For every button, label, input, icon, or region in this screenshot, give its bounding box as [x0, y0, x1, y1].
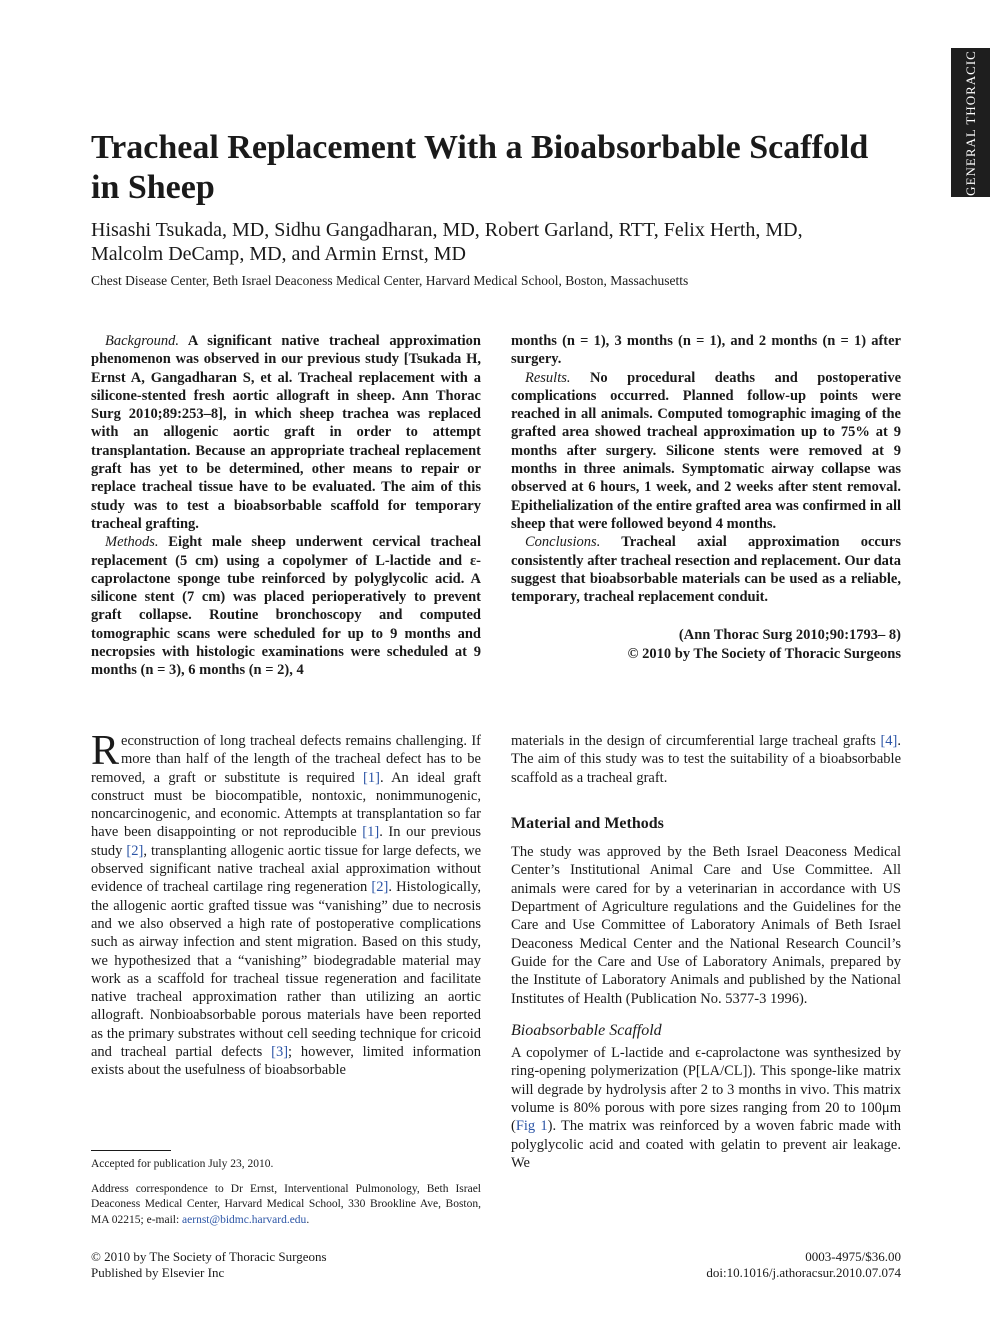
intro-paragraph-continued [511, 732, 901, 787]
author-name: Armin Ernst [324, 243, 424, 265]
author-name: Felix Herth [663, 219, 756, 241]
abstract-conclusions [511, 533, 901, 606]
footnote-divider [91, 1150, 171, 1151]
footer-issn: 0003-4975/$36.00 [805, 1249, 901, 1264]
citation-text: (Ann Thorac Surg 2010;90:1793– 8) [678, 627, 901, 644]
author-name: Malcolm DeCamp [91, 243, 240, 265]
body-text: , transplanting allogenic aortic tissue for large defects, we observed significant native tracheal axial approximation without evidence of tracheal cartilage ring regeneration [91, 842, 481, 896]
figure-link[interactable]: Fig 1 [515, 1118, 548, 1135]
abstract-copyright: © 2010 by The Society of Thoracic Surgeons [627, 645, 901, 662]
abstract-methods-continued: months (n = 1), 3 months (n = 1), and 2 months (n = 1) after surgery. [511, 333, 901, 368]
author-list: Hisashi Tsukada, MD, Sidhu Gangadharan, MD, Robert Garland, RTT, Felix Herth, MD, Malcolm DeCamp, MD, and Armin Ernst, MD [91, 219, 803, 265]
author-degree: MD [442, 219, 475, 241]
body-text: materials in the design of circumferential large tracheal grafts [511, 733, 881, 749]
abstract-text: A significant native tracheal approximation phenomenon was observed in our previous study [Tsukada H, Ernst A, Gangadharan S, et al. Tracheal replacement with a silicone-stented fresh aortic allograft in sheep. Ann Thorac Surg 2010;89:253–8], in which sheep trachea was replaced with an allogenic aortic graft in order to attempt transplantation. Because an appropriate tracheal replacement graft has yet to be determined, other means to repair or replace tracheal tissue have to be evaluated. The aim of this study was to test a bioabsorbable scaffold for temporary tracheal grafting. [91, 333, 481, 532]
footnote-text: . [306, 1213, 310, 1226]
journal-citation [511, 626, 901, 663]
abstract-text: No procedural deaths and postoperative complications occurred. Planned follow-up points were reached in all animals. Computed tomographic imaging of the grafted area showed tracheal approximation up to 75% at 9 months after surgery. Silicone stents were removed at 9 months in three animals. Symptomatic airway collapse was observed at 6 hours, 1 week, and 2 weeks after stent removal. Epithelialization of the entire grafted area was confirmed in all sheep that were followed beyond 4 months. [511, 369, 902, 532]
accepted-date: Accepted for publication July 23, 2010. [91, 1158, 274, 1170]
abstract-text: Eight male sheep underwent cervical tracheal replacement (5 cm) using a copolymer of L-lactide and ε-caprolactone sponge tube reinforced by polyglycolic acid. A silicone stent (7 cm) was placed perioperatively to prevent graft collapse. Routine bronchoscopy and computed tomographic scans were scheduled for up to 9 months and necropsies with histologic examinations were scheduled at 9 months (n = 3), 6 months (n = 2), 4 [91, 534, 482, 679]
correspondence-note [91, 1182, 481, 1229]
body-left-column [91, 728, 482, 1080]
subsection-heading: Bioabsorbable Scaffold [511, 1021, 662, 1039]
reference-link[interactable]: [1] [363, 769, 380, 786]
footer-left [91, 1249, 327, 1281]
author-name: Hisashi Tsukada [91, 219, 222, 241]
body-text: . An ideal graft construct must be biocompatible, nontoxic, nonimmunogenic, noncarcinogenic, and economic. Attempts at transplantation so far have been disappointing or not reproducible [91, 769, 481, 841]
abstract-label: Conclusions. [525, 534, 601, 551]
abstract-methods [91, 533, 481, 679]
footnotes [91, 1157, 481, 1228]
footer-publisher: Published by Elsevier Inc [91, 1265, 225, 1280]
body-text: econstruction of long tracheal defects remains challenging. If more than half of the length of the tracheal defect has to be removed, a graft or substitute is required [91, 733, 481, 786]
reference-link[interactable]: [2] [371, 879, 389, 896]
abstract-results [511, 369, 901, 534]
footnote-text: Address correspondence to Dr Ernst, Interventional Pulmonology, Beth Israel Deaconess Medical Center, Harvard Medical School, 330 Brookline Ave, Boston, MA 02215; e-mail: [91, 1182, 481, 1226]
reference-link[interactable]: [3] [271, 1044, 289, 1061]
author-degree: RTT [618, 219, 654, 241]
footer-copyright: © 2010 by The Society of Thoracic Surgeons [91, 1249, 327, 1264]
abstract-label: Methods. [105, 534, 159, 551]
body-text: . The aim of this study was to test the suitability of a bioabsorbable scaffold as a tracheal graft. [511, 733, 901, 786]
body-text: A copolymer of L-lactide and ϵ-caprolactone was synthesized by ring-opening polymerization (P[LA/CL]). This sponge-like matrix will degrade by hydrolysis after 2 to 3 months in vivo. This matrix volume is 80% porous with pore sizes ranging from 20 to 100μm ( [511, 1045, 901, 1135]
footer-right [600, 1249, 901, 1281]
body-right-column [511, 732, 901, 1172]
author-degree: MD [433, 243, 466, 265]
affiliation: Chest Disease Center, Beth Israel Deaconess Medical Center, Harvard Medical School, Boston, Massachusetts [91, 273, 689, 288]
email-link[interactable]: aernst@bidmc.harvard.edu [182, 1213, 307, 1226]
body-text: ). The matrix was reinforced by a woven fabric made with polyglycolic acid and coated with gelatin to prevent air leakage. We [511, 1118, 902, 1171]
body-text: ; however, limited information exists about the usefulness of bioabsorbable [91, 1044, 481, 1079]
article-title: Tracheal Replacement With a Bioabsorbable Scaffold in Sheep [91, 129, 869, 206]
author-name: Sidhu Gangadharan [274, 219, 433, 241]
author-degree: MD [232, 219, 265, 241]
methods-paragraph: The study was approved by the Beth Israel Deaconess Medical Center’s Institutional Animal Care and Use Committee. All animals were cared for by a veterinarian in accordance with US Department of Agriculture regulations and the Guidelines for the Care and Use Committee of Laboratory Animals of Beth Israel Deaconess Medical Center and the National Research Council’s Guide for the Care and Use of Laboratory Animals, prepared by the Institute of Laboratory Animals and published by the National Institutes of Health (Publication No. 5377-3 1996). [511, 844, 901, 1007]
author-degree: MD [249, 243, 282, 265]
reference-link[interactable]: [2] [126, 842, 144, 859]
abstract-right-column [511, 332, 901, 663]
author-name: Robert Garland [484, 219, 609, 241]
reference-link[interactable]: [4] [880, 733, 898, 749]
abstract-text: Tracheal axial approximation occurs consistently after tracheal resection and replacement. Our data suggest that bioabsorbable materials can be used as a reliable, temporary, tracheal replacement conduit. [511, 534, 901, 606]
scaffold-paragraph [511, 1044, 901, 1172]
abstract-background [91, 332, 481, 533]
body-text: . Histologically, the allogenic aortic grafted tissue was “vanishing” due to necrosis and we also observed a high rate of postoperative complications such as airway infection and stent migration. Based on this study, we hypothesized that a “vanishing” biodegradable material may work as a scaffold for tracheal tissue regeneration and facilitate native tracheal approximation rather than utilizing an aortic allograft. Nonbioabsorbable porous materials have been reported as the primary substrates without cell seeding technique for cricoid and tracheal partial defects [91, 879, 482, 1061]
section-tab-label: GENERAL THORACIC [963, 49, 978, 196]
abstract-label: Results. [525, 369, 571, 386]
intro-paragraph [91, 728, 482, 1080]
abstract-left-column [91, 332, 481, 680]
section-heading: Material and Methods [511, 814, 664, 832]
author-degree: MD [765, 219, 798, 241]
footer-doi: doi:10.1016/j.athoracsur.2010.07.074 [706, 1265, 901, 1280]
body-text: . In our previous study [91, 824, 481, 859]
reference-link[interactable]: [1] [362, 824, 380, 841]
abstract-label: Background. [105, 333, 179, 349]
drop-cap: R [91, 728, 120, 774]
section-tab [951, 48, 990, 197]
